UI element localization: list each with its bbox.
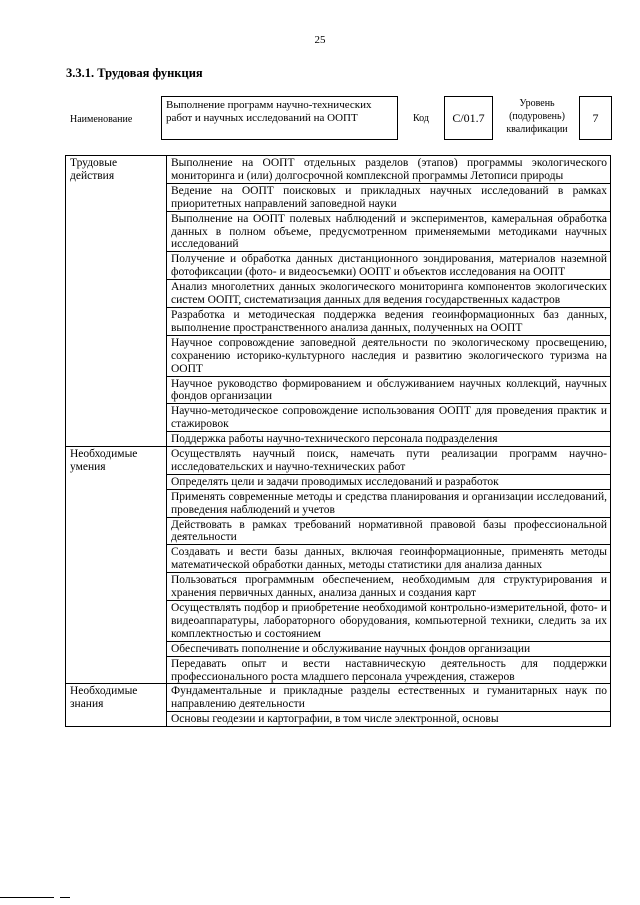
required-knowledge-title: Необходимые знания: [66, 684, 167, 727]
table-row: [66, 447, 611, 475]
labor-actions-item: Выполнение на ООПТ полевых наблюдений и экспериментов, камеральная обработка данных в полном объеме, предусмотренном применяемыми методиками научных исследований: [167, 211, 611, 252]
labor-actions-item: Научное сопровождение заповедной деятельности по экологическому просвещению, сохранению историко-культурного наследия и развитию экологического туризма на ООПТ: [167, 335, 611, 376]
name-label: Наименование: [70, 114, 133, 125]
labor-actions-item: Анализ многолетних данных экологического мониторинга компонентов экологических систем ООПТ, систематизация данных для ведения государственных кадастров: [167, 280, 611, 308]
required-skills-item: Применять современные методы и средства планирования и организации исследований, проведения наблюдений и учетов: [167, 489, 611, 517]
labor-actions-item: Научно-методическое сопровождение использования ООПТ для проведения практик и стажировок: [167, 404, 611, 432]
required-skills-item: Определять цели и задачи проводимых исследований и разработок: [167, 474, 611, 489]
footer-mark: [60, 897, 70, 898]
required-skills-item: Осуществлять подбор и приобретение необходимой контрольно-измерительной, фото- и видеоаппаратуры, лабораторного оборудования, компьютерной техники, следить за их комплектностью и состоянием: [167, 601, 611, 642]
required-skills-title: Необходимые умения: [66, 447, 167, 684]
labor-actions-item: Поддержка работы научно-технического персонала подразделения: [167, 432, 611, 447]
page-number: 25: [314, 34, 326, 46]
required-skills-item: Действовать в рамках требований нормативной правовой базы профессиональной деятельности: [167, 517, 611, 545]
section-title: 3.3.1. Трудовая функция: [66, 66, 203, 80]
required-knowledge-item: Основы геодезии и картографии, в том числе электронной, основы: [167, 712, 611, 727]
labor-actions-item: Ведение на ООПТ поисковых и прикладных научных исследований в рамках приоритетных направлений заповедной науки: [167, 183, 611, 211]
table-row: [66, 684, 611, 712]
labor-actions-item: Получение и обработка данных дистанционного зондирования, материалов наземной фотофиксации (фото- и видеосъемки) ООПТ и объектов исследования на ООПТ: [167, 252, 611, 280]
required-skills-item: Пользоваться программным обеспечением, необходимым для структурирования и хранения первичных данных, анализа данных и создания карт: [167, 573, 611, 601]
table-row: [66, 156, 611, 184]
required-skills-item: Обеспечивать пополнение и обслуживание научных фондов организации: [167, 641, 611, 656]
footer-rule: [0, 897, 54, 898]
code-value-box: С/01.7: [444, 96, 493, 140]
labor-actions-item: Разработка и методическая поддержка ведения геоинформационных баз данных, выполнение пространственного анализа данных, полученных на ООПТ: [167, 307, 611, 335]
qualification-level-label: Уровень (подуровень) квалификации: [506, 98, 568, 135]
labor-actions-title: Трудовые действия: [66, 156, 167, 447]
required-skills-item: Передавать опыт и вести наставническую деятельность для поддержки профессионального роста младшего персонала учреждения, стажеров: [167, 656, 611, 684]
qualification-level-box: 7: [579, 96, 612, 140]
required-skills-item: Осуществлять научный поиск, намечать пути реализации программ научно-исследовательских и научно-технических работ: [167, 447, 611, 475]
code-label: Код: [413, 113, 429, 124]
labor-actions-item: Научное руководство формированием и обслуживанием научных коллекций, научных фондов организации: [167, 376, 611, 404]
labor-function-table: [65, 155, 611, 727]
function-name-box: Выполнение программ научно-технических работ и научных исследований на ООПТ: [161, 96, 398, 140]
labor-actions-item: Выполнение на ООПТ отдельных разделов (этапов) программы экологического мониторинга и (или) долгосрочной комплексной программы Летописи природы: [167, 156, 611, 184]
required-knowledge-item: Фундаментальные и прикладные разделы естественных и гуманитарных наук по направлению деятельности: [167, 684, 611, 712]
required-skills-item: Создавать и вести базы данных, включая геоинформационные, применять методы математической обработки данных, методы статистики для анализа данных: [167, 545, 611, 573]
